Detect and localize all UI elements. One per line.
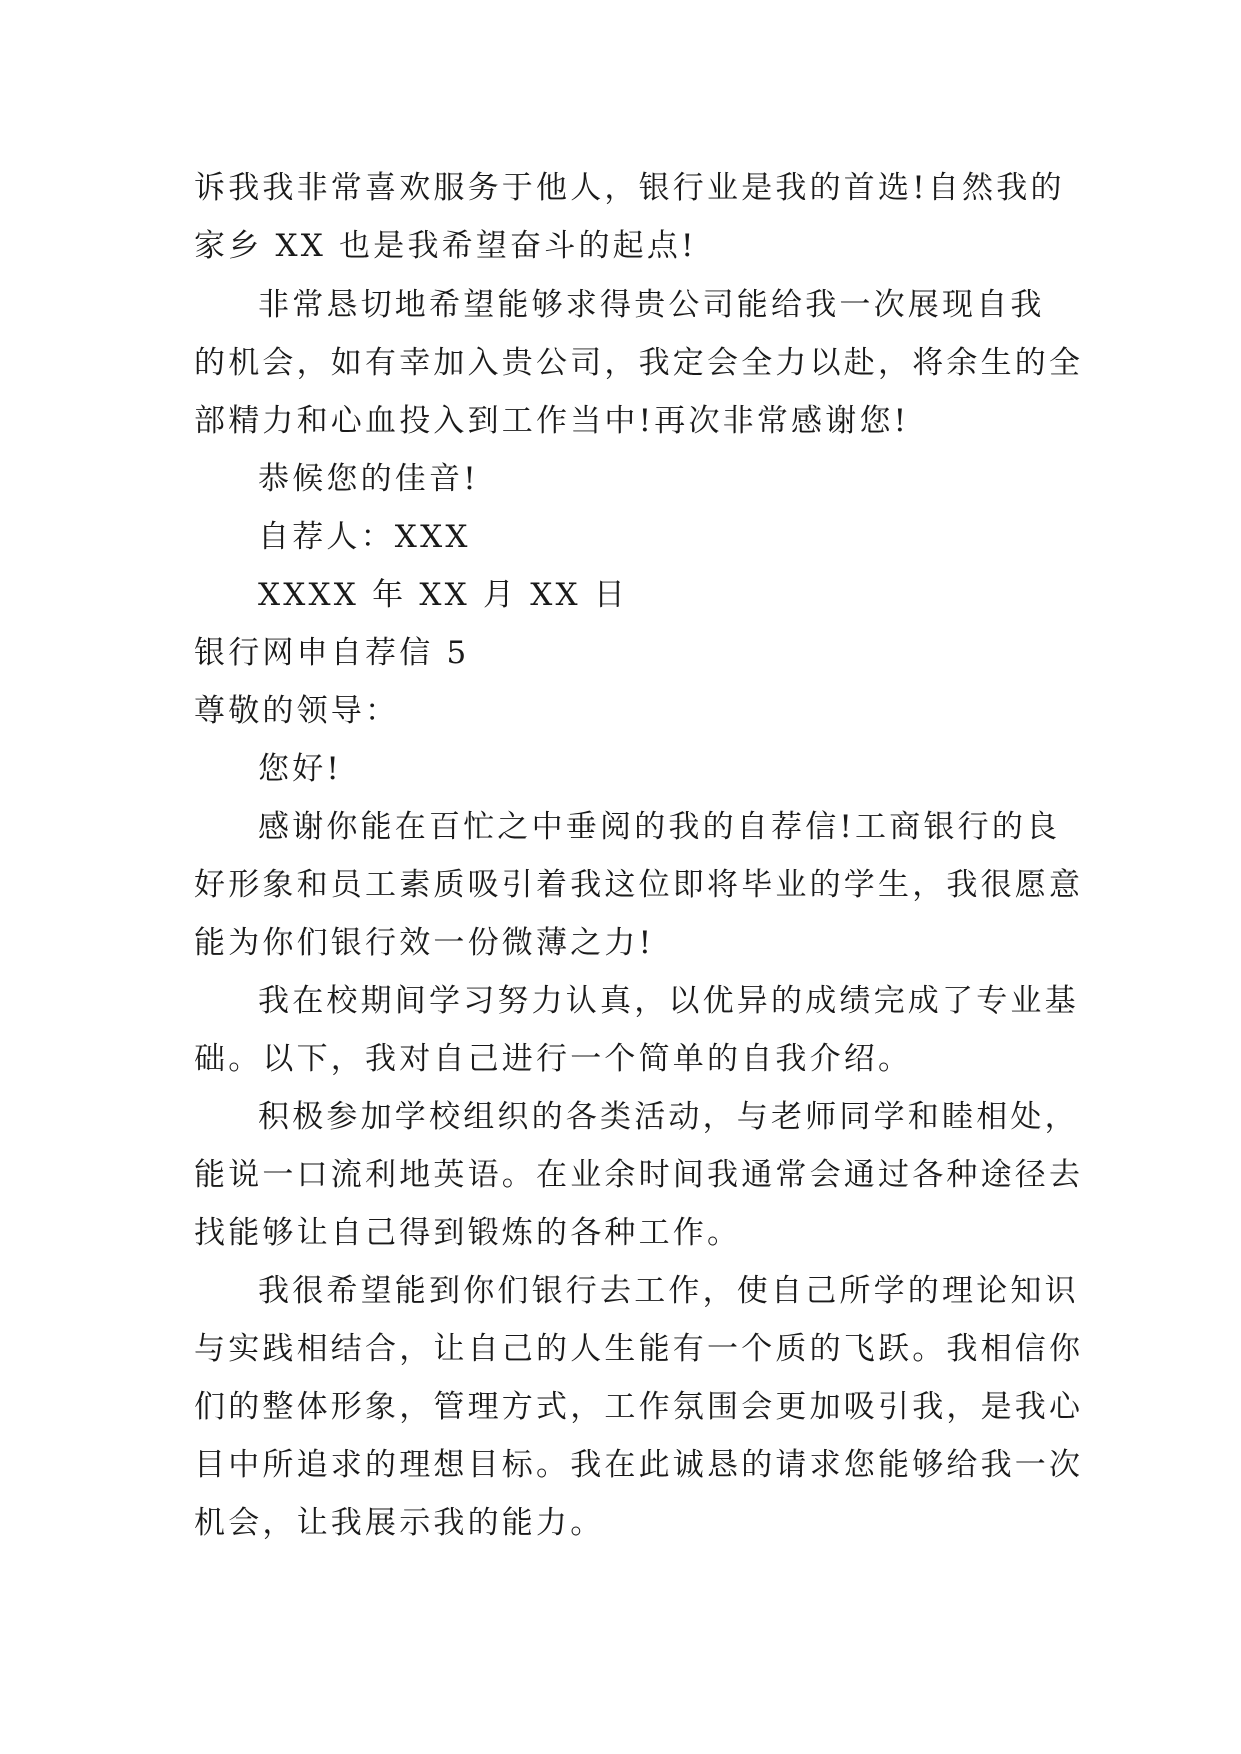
paragraph-line: 我很希望能到你们银行去工作，使自己所学的理论知识 [258, 1273, 1079, 1309]
paragraph-line: 能说一口流利地英语。在业余时间我通常会通过各种途径去 [194, 1157, 1084, 1193]
paragraph-line: 机会，让我展示我的能力。 [194, 1505, 605, 1541]
paragraph-line: 家乡 XX 也是我希望奋斗的起点! [194, 228, 697, 264]
greeting: 您好! [258, 751, 343, 787]
paragraph-line: 部精力和心血投入到工作当中!再次非常感谢您! [194, 403, 910, 439]
paragraph-line: 感谢你能在百忙之中垂阅的我的自荐信!工商银行的良 [258, 809, 1061, 845]
date-line: XXXX 年 XX 月 XX 日 [258, 577, 629, 613]
paragraph-line: 积极参加学校组织的各类活动，与老师同学和睦相处， [258, 1099, 1079, 1135]
paragraph-line: 们的整体形象，管理方式，工作氛围会更加吸引我，是我心 [194, 1389, 1084, 1425]
paragraph-line: 的机会，如有幸加入贵公司，我定会全力以赴，将余生的全 [194, 345, 1084, 381]
signature-line: 自荐人：XXX [258, 519, 471, 555]
paragraph-line: 非常恳切地希望能够求得贵公司能给我一次展现自我 [258, 287, 1045, 323]
paragraph-line: 我在校期间学习努力认真，以优异的成绩完成了专业基 [258, 983, 1079, 1019]
salutation: 尊敬的领导： [194, 693, 400, 729]
paragraph-line: 能为你们银行效一份微薄之力! [194, 925, 655, 961]
paragraph-line: 找能够让自己得到锻炼的各种工作。 [194, 1215, 742, 1251]
paragraph-line: 诉我我非常喜欢服务于他人，银行业是我的首选!自然我的 [194, 170, 1065, 206]
closing-line: 恭候您的佳音! [258, 461, 479, 497]
paragraph-line: 好形象和员工素质吸引着我这位即将毕业的学生，我很愿意 [194, 867, 1084, 903]
paragraph-line: 与实践相结合，让自己的人生能有一个质的飞跃。我相信你 [194, 1331, 1084, 1367]
section-title: 银行网申自荐信 5 [194, 635, 470, 671]
paragraph-line: 目中所追求的理想目标。我在此诚恳的请求您能够给我一次 [194, 1447, 1084, 1483]
paragraph-line: 础。以下，我对自己进行一个简单的自我介绍。 [194, 1041, 913, 1077]
